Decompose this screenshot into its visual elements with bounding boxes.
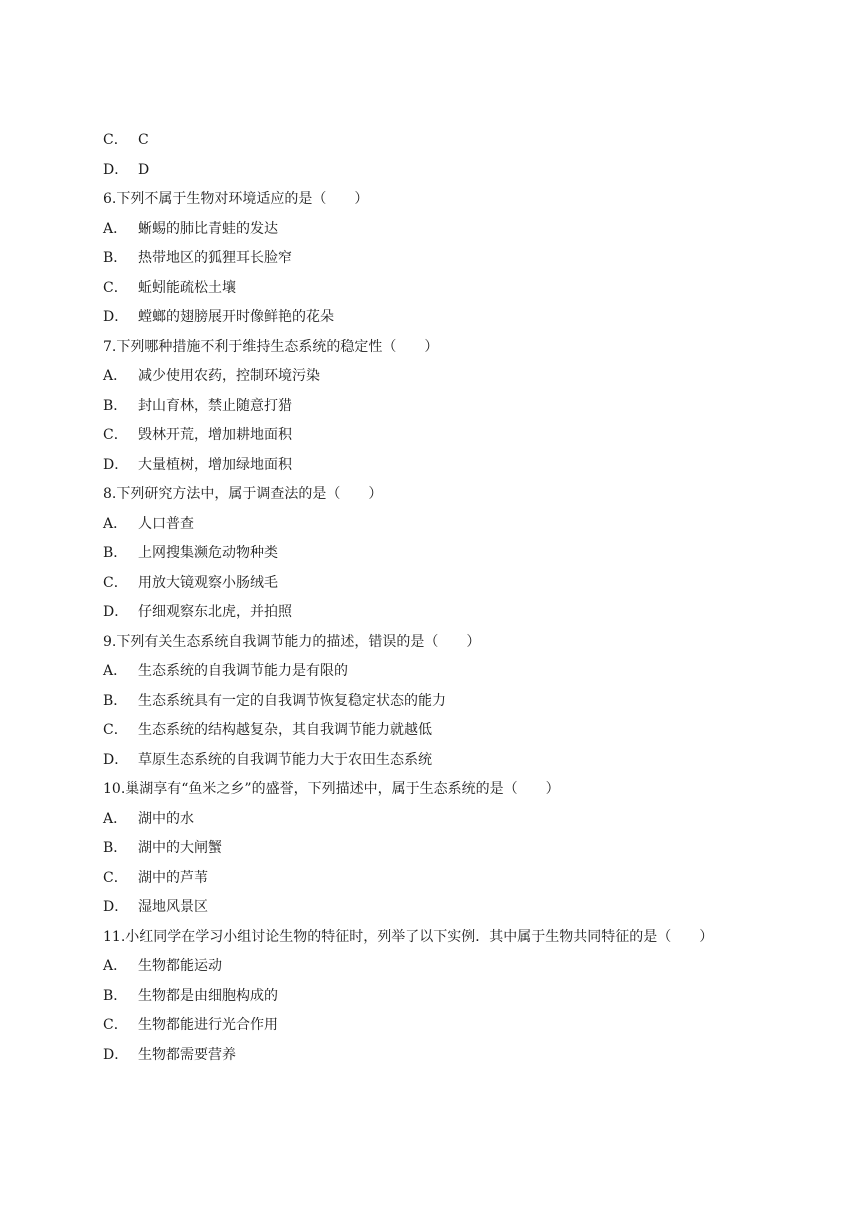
- option-row: [103, 716, 803, 746]
- option-text: 生物都是由细胞构成的: [138, 987, 278, 1004]
- option-letter: C．: [103, 132, 128, 148]
- option-letter: C．: [103, 427, 128, 443]
- option-text: 减少使用农药，控制环境污染: [138, 368, 320, 384]
- option-letter: C．: [103, 722, 128, 738]
- option-row: [103, 1011, 803, 1041]
- option-row: [103, 451, 803, 481]
- option-row: [103, 598, 803, 628]
- option-letter: D．: [103, 751, 129, 768]
- option-letter: D．: [103, 456, 129, 473]
- option-text: 生态系统的自我调节能力是有限的: [138, 663, 348, 679]
- option-text: 生态系统具有一定的自我调节恢复稳定状态的能力: [138, 692, 446, 709]
- option-letter: A．: [103, 220, 128, 237]
- option-row: [103, 569, 803, 599]
- option-letter: B．: [103, 840, 128, 856]
- option-text: 封山育林，禁止随意打猎: [138, 397, 292, 414]
- option-text: 仔细观察东北虎，并拍照: [138, 604, 292, 620]
- option-row: [103, 244, 803, 274]
- option-text: 草原生态系统的自我调节能力大于农田生态系统: [138, 751, 432, 768]
- option-letter: A．: [103, 515, 128, 532]
- option-letter: D．: [103, 161, 129, 178]
- option-text: 蚯蚓能疏松土壤: [138, 279, 236, 296]
- question-stem-text: 7.下列哪种措施不利于维持生态系统的稳定性（ ）: [103, 338, 439, 355]
- question-list: [103, 126, 803, 1070]
- option-row: [103, 126, 803, 156]
- option-row: [103, 746, 803, 776]
- option-row: [103, 893, 803, 923]
- option-letter: D．: [103, 604, 129, 620]
- option-row: [103, 539, 803, 569]
- option-letter: B．: [103, 397, 128, 414]
- option-row: [103, 156, 803, 186]
- question-stem-text: 11.小红同学在学习小组讨论生物的特征时，列举了以下实例．其中属于生物共同特征的是（ ）: [103, 928, 714, 945]
- option-letter: D．: [103, 1046, 129, 1063]
- option-row: [103, 952, 803, 982]
- option-row: [103, 274, 803, 304]
- option-row: [103, 1041, 803, 1071]
- question-stem: [103, 333, 803, 363]
- option-letter: A．: [103, 958, 128, 974]
- question-stem-text: 9.下列有关生态系统自我调节能力的描述，错误的是（ ）: [103, 633, 481, 650]
- option-text: 生物都能运动: [138, 958, 222, 974]
- option-row: [103, 805, 803, 835]
- option-letter: C．: [103, 279, 128, 296]
- question-stem: [103, 775, 803, 805]
- option-text: 湖中的芦苇: [138, 869, 208, 886]
- option-text: 大量植树，增加绿地面积: [138, 456, 292, 473]
- question-stem: [103, 480, 803, 510]
- question-stem-text: 10.巢湖享有“鱼米之乡”的盛誉，下列描述中，属于生态系统的是（ ）: [103, 781, 560, 797]
- option-text: 螳螂的翅膀展开时像鲜艳的花朵: [138, 309, 334, 325]
- option-row: [103, 510, 803, 540]
- option-text: 人口普查: [138, 515, 194, 532]
- option-text: 生物都需要营养: [138, 1046, 236, 1063]
- option-letter: B．: [103, 545, 128, 561]
- option-text: 用放大镜观察小肠绒毛: [138, 574, 278, 591]
- question-stem: [103, 185, 803, 215]
- option-row: [103, 834, 803, 864]
- option-letter: D．: [103, 899, 129, 915]
- option-letter: A．: [103, 810, 128, 827]
- option-text: D: [138, 161, 150, 178]
- question-stem-text: 6.下列不属于生物对环境适应的是（ ）: [103, 191, 369, 207]
- option-row: [103, 687, 803, 717]
- option-text: 湖中的大闸蟹: [138, 840, 222, 856]
- option-letter: A．: [103, 368, 128, 384]
- question-stem: [103, 628, 803, 658]
- option-text: 热带地区的狐狸耳长脸窄: [138, 250, 292, 266]
- option-letter: D．: [103, 309, 129, 325]
- option-text: 湖中的水: [138, 810, 194, 827]
- option-row: [103, 421, 803, 451]
- option-row: [103, 303, 803, 333]
- option-letter: C．: [103, 1017, 128, 1033]
- option-letter: B．: [103, 250, 128, 266]
- option-text: C: [138, 132, 149, 148]
- option-text: 湿地风景区: [138, 899, 208, 915]
- option-row: [103, 657, 803, 687]
- question-stem-text: 8.下列研究方法中，属于调查法的是（ ）: [103, 486, 383, 502]
- option-letter: C．: [103, 869, 128, 886]
- option-letter: B．: [103, 692, 128, 709]
- option-row: [103, 362, 803, 392]
- option-text: 蜥蜴的肺比青蛙的发达: [138, 220, 278, 237]
- option-letter: B．: [103, 987, 128, 1004]
- option-row: [103, 982, 803, 1012]
- option-letter: A．: [103, 663, 128, 679]
- question-stem: [103, 923, 803, 953]
- option-row: [103, 215, 803, 245]
- option-row: [103, 392, 803, 422]
- option-text: 上网搜集濒危动物种类: [138, 545, 278, 561]
- option-text: 生态系统的结构越复杂，其自我调节能力就越低: [138, 722, 432, 738]
- option-letter: C．: [103, 574, 128, 591]
- option-row: [103, 864, 803, 894]
- option-text: 生物都能进行光合作用: [138, 1017, 278, 1033]
- option-text: 毁林开荒，增加耕地面积: [138, 427, 292, 443]
